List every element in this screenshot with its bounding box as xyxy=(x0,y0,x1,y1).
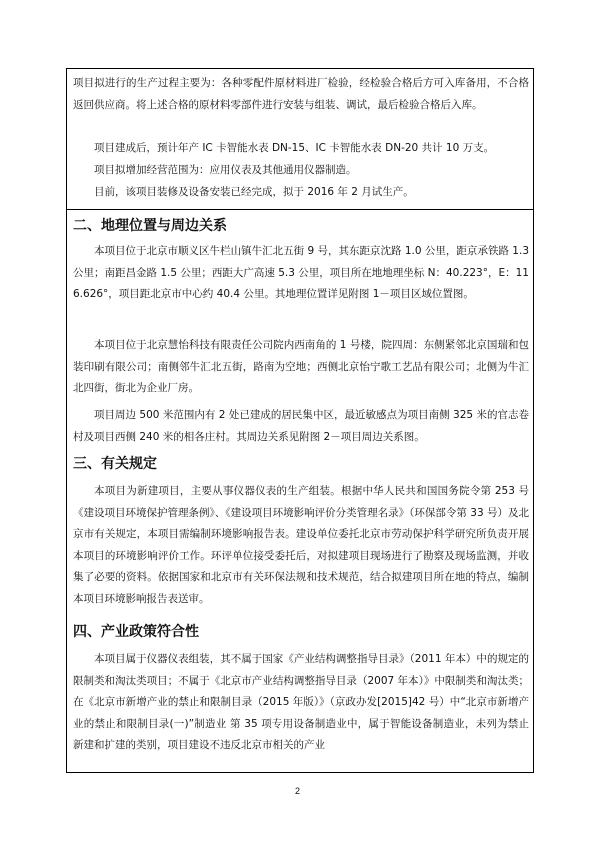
content-table-frame xyxy=(66,68,534,773)
location-paragraph-1: 本项目位于北京市顺义区牛栏山镇牛汇北五街 9 号，其东距京沈路 1.0 公里，距京承铁路 1.3 公里；南距昌金路 1.5 公里；西距大广高速 5.3 公里，项目所在地地理坐标 N：40.223°，E：116.626°，项目距北京市中心约 40.4 公里。其地理位置详见附图 1－项目区域位置图。 xyxy=(73,245,529,300)
section-heading-policy: 四、产业政策符合性 xyxy=(73,624,199,640)
page-number: 2 xyxy=(294,786,300,796)
regulations-paragraph: 本项目为新建项目，主要从事仪器仪表的生产组装。根据中华人民共和国国务院令第 253 号《建设项目环境保护管理条例》、《建设项目环境影响评价分类管理名录》（环保部令第 33 号）及北京市有关规定，本项目需编制环境影响报告表。建设单位委托北京市劳动保护科学研究所负责开展本项目的环境影响评价工作。环评单位接受委托后，对拟建项目现场进行了勘察及现场监测，并收集了必要的资料。依据国家和北京市有关环保法规和技术规范，结合拟建项目所在地的特点，编制本项目环境影响报告表送审。 xyxy=(73,485,529,605)
location-paragraph-3: 项目周边 500 米范围内有 2 处已建成的居民集中区，最近敏感点为项目南侧 325 米的官志卷村及项目西侧 240 米的相各庄村。其周边关系见附图 2－项目周边关系图。 xyxy=(73,409,529,443)
location-paragraph-2: 本项目位于北京慧怡科技有限责任公司院内西南角的 1 号楼，院四周：东侧紧邻北京国瑞和包装印刷有限公司；南侧邻牛汇北五街，路南为空地；西侧北京怡宁歌工艺品有限公司；北侧为牛汇北四街，街北为企业厂房。 xyxy=(73,339,529,394)
intro-paragraph-scope: 项目拟增加经营范围为：应用仪表及其他通用仪器制造。 xyxy=(94,164,357,176)
policy-paragraph: 本项目属于仪器仪表组装，其不属于国家《产业结构调整指导目录》（2011 年本）中的规定的限制类和淘汰类项目；不属于《北京市产业结构调整指导目录（2007 年本）》中限制类和淘汰类；在《北京市新增产业的禁止和限制目录（2015 年版）》（京政办发[2015]42 号）中“北京市新增产业的禁止和限制目录(一)”制造业 第 35 项专用设备制造业中，属于智能设备制造业，未列为禁止新建和扩建的类别，项目建设不违反北京市相关的产业 xyxy=(73,653,529,751)
intro-paragraph-capacity: 项目建成后，预计年产 IC 卡智能水表 DN-15、IC 卡智能水表 DN-20 共计 10 万支。 xyxy=(94,142,495,154)
intro-paragraph-status: 目前，该项目装修及设备安装已经完成，拟于 2016 年 2 月试生产。 xyxy=(94,186,414,198)
section-heading-location: 二、地理位置与周边关系 xyxy=(73,218,227,234)
section-heading-regulations: 三、有关规定 xyxy=(73,456,157,472)
section-divider xyxy=(67,209,533,210)
intro-paragraph-process: 项目拟进行的生产过程主要为：各种零配件原材料进厂检验，经检验合格后方可入库备用，不合格返回供应商。将上述合格的原材料零部件进行安装与组装、调试，最后检验合格后入库。 xyxy=(73,77,529,111)
